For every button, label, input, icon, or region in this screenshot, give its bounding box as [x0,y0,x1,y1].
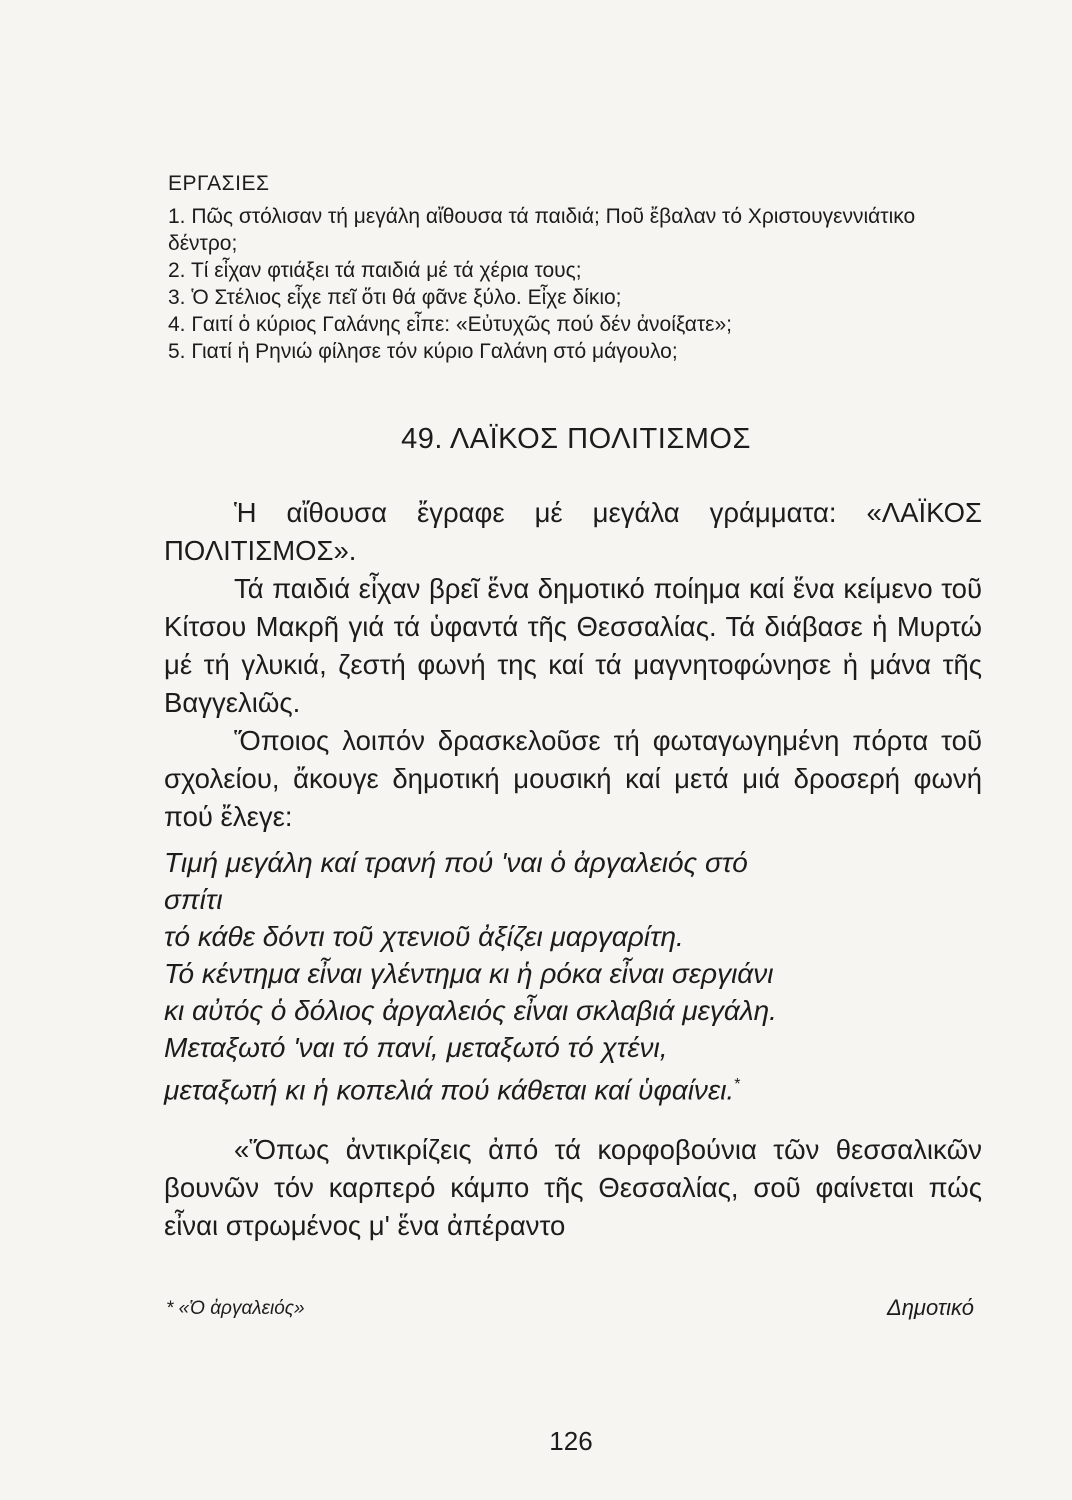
poem-line-7: μεταξωτή κι ἡ κοπελιά πού κάθεται καί ὑφαίνει. [164,1074,735,1106]
body-paragraph-4: «Ὅπως ἀντικρίζεις ἀπό τά κορφοβούνια τῶν θεσσαλικῶν βουνῶν τόν καρπερό κάμπο τῆς Θεσσαλίας, σοῦ φαίνεται πώς εἶναι στρωμένος μ' ἕνα ἀπέραντο [164,1134,982,1241]
exercise-question-2: 2. Τί εἶχαν φτιάξει τά παιδιά μέ τά χέρια τους; [168,259,582,282]
exercises-title: ΕΡΓΑΣΙΕΣ [168,172,270,195]
body-paragraph-2: Τά παιδιά εἶχαν βρεῖ ἕνα δημοτικό ποίημα καί ἕνα κείμενο τοῦ Κίτσου Μακρῆ γιά τά ὑφαντά τῆς Θεσσαλίας. Τά διάβασε ἡ Μυρτώ μέ τή γλυκιά, ζεστή φωνή της καί τά μαγνητοφώνησε ἡ μάνα τῆς Βαγγελιῶς. [164,573,982,718]
exercise-question-4: 4. Γαιτί ὁ κύριος Γαλάνης εἶπε: «Εὐτυχῶς πού δέν ἀνοίξατε»; [168,313,733,336]
poem-line-6: Μεταξωτό 'ναι τό πανί, μεταξωτό τό χτένι, [164,1032,668,1063]
poem-line-4: Τό κέντημα εἶναι γλέντημα κι ἡ ρόκα εἶναι σεργιάνι [164,958,774,989]
exercises-section [168,170,978,365]
poem-line-3: τό κάθε δόντι τοῦ χτενιοῦ ἀξίζει μαργαρίτη. [164,921,684,952]
body-paragraph-3: Ὅποιος λοιπόν δρασκελοῦσε τή φωταγωγημένη πόρτα τοῦ σχολείου, ἄκουγε δημοτική μουσική καί μετά μιά δροσερή φωνή πού ἔλεγε: [164,725,982,832]
exercise-question-1: 1. Πῶς στόλισαν τή μεγάλη αἴθουσα τά παιδιά; Ποῦ ἔβαλαν τό Χριστουγεννιάτικο δέντρο; [168,205,916,255]
poem-line-1: Τιμή μεγάλη καί τρανή πού 'ναι ὁ ἀργαλειός στό [164,847,748,878]
poem-line-2: σπίτι [164,884,223,915]
footnote: * «Ὁ ἀργαλειός» [166,1298,305,1319]
body-text [164,494,982,836]
poem-line-7-wrapper [164,1066,994,1108]
footnote-marker: * [734,1076,741,1093]
body-text-continued [164,1131,982,1245]
folk-poem [164,844,994,1108]
body-paragraph-1: Ἡ αἴθουσα ἔγραφε μέ μεγάλα γράμματα: «ΛΑΪΚΟΣ ΠΟΛΙΤΙΣΜΟΣ». [164,497,982,566]
chapter-title: 49. ΛΑΪΚΟΣ ΠΟΛΙΤΙΣΜΟΣ [401,423,751,455]
page-number: 126 [549,1426,593,1456]
poem-line-5: κι αὐτός ὁ δόλιος ἀργαλειός εἶναι σκλαβιά μεγάλη. [164,995,777,1026]
exercise-question-3: 3. Ὁ Στέλιος εἶχε πεῖ ὅτι θά φᾶνε ξύλο. Εἶχε δίκιο; [168,286,622,309]
exercise-question-5: 5. Γιατί ἡ Ρηνιώ φίλησε τόν κύριο Γαλάνη στό μάγουλο; [168,340,678,363]
poem-source-signature: Δημοτικό [886,1295,974,1320]
